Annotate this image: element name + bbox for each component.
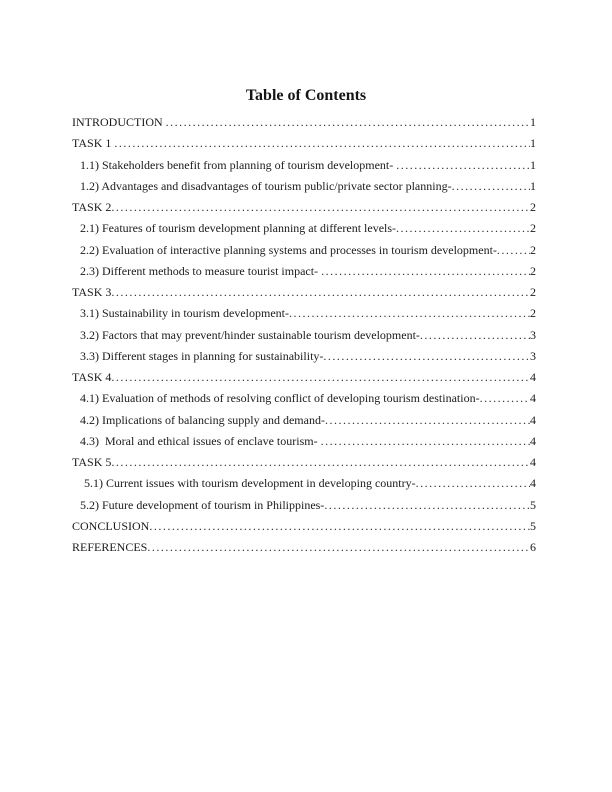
toc-entry-label: INTRODUCTION — [72, 115, 166, 129]
dot-leader — [497, 240, 530, 261]
toc-entry — [72, 346, 536, 367]
toc-entry-label: 3.3) Different stages in planning for sustainability- — [80, 348, 324, 363]
toc-entry — [72, 303, 536, 324]
dot-leader — [289, 303, 530, 324]
toc-entry — [72, 388, 536, 409]
toc-entry — [72, 431, 536, 452]
toc-entry-label: 1.1) Stakeholders benefit from planning of tourism development- — [80, 157, 397, 172]
toc-entry — [72, 516, 536, 537]
toc-entry — [72, 112, 536, 133]
toc-entry-page: 1 — [530, 157, 536, 172]
dot-leader — [325, 410, 530, 431]
toc-entry-page: 2 — [530, 242, 536, 257]
toc-entry — [72, 218, 536, 239]
dot-leader — [480, 388, 530, 409]
toc-entry — [72, 473, 536, 494]
dot-leader — [147, 537, 530, 558]
toc-entry — [72, 282, 536, 303]
dot-leader — [420, 325, 530, 346]
toc-entry-page: 4 — [530, 412, 536, 427]
toc-entry-page: 2 — [530, 200, 536, 214]
toc-entry-label: CONCLUSION — [72, 518, 150, 533]
dot-leader — [111, 197, 530, 218]
toc-entry-page: 4 — [530, 370, 536, 384]
dot-leader — [396, 218, 530, 239]
toc-entry-label: 4.3) Moral and ethical issues of enclave tourism- — [80, 433, 321, 448]
dot-leader — [149, 516, 530, 537]
toc-entry-page: 4 — [530, 433, 536, 448]
toc-entry-label: TASK 1 — [72, 136, 115, 151]
page-title: Table of Contents — [245, 87, 367, 104]
toc-entry — [72, 410, 536, 431]
toc-entry-label: TASK 5 — [72, 455, 112, 469]
toc-entry — [72, 325, 536, 346]
toc-entry-page: 5 — [530, 497, 536, 512]
toc-entry-label: 1.2) Advantages and disadvantages of tourism public/private sector planning- — [80, 178, 452, 193]
dot-leader — [396, 155, 530, 176]
toc-entry — [72, 155, 536, 176]
toc-entry — [72, 197, 536, 218]
dot-leader — [166, 112, 530, 133]
dot-leader — [111, 452, 530, 473]
toc-entry-label: TASK 2 — [72, 200, 112, 214]
toc-entry-label: 2.2) Evaluation of interactive planning systems and processes in tourism development- — [80, 242, 497, 257]
toc-entry-label: TASK 3 — [72, 285, 112, 299]
dot-leader — [452, 176, 530, 197]
dot-leader — [111, 367, 530, 388]
dot-leader — [324, 495, 530, 516]
toc-entry-page: 1 — [530, 115, 536, 129]
toc-entry-page: 6 — [530, 540, 536, 554]
dot-leader — [321, 261, 530, 282]
toc-entry — [72, 537, 536, 558]
toc-entry-page: 2 — [530, 306, 536, 321]
toc-entry-page: 4 — [530, 391, 536, 406]
dot-leader — [323, 346, 530, 367]
toc-entry — [72, 133, 536, 154]
toc-entry-label: 4.2) Implications of balancing supply and demand- — [80, 412, 325, 427]
dot-leader — [114, 133, 530, 154]
toc-entry-label: 4.1) Evaluation of methods of resolving conflict of developing tourism destination- — [80, 391, 480, 406]
toc-entry-label: 5.1) Current issues with tourism development in developing country- — [84, 476, 416, 491]
toc-entry-page: 4 — [530, 455, 536, 469]
toc-entry — [72, 176, 536, 197]
toc-entry-page: 1 — [530, 136, 536, 151]
toc-entry-label: 2.1) Features of tourism development planning at different levels- — [80, 221, 397, 236]
toc-entry-page: 4 — [530, 476, 536, 491]
toc-entry-label: 2.3) Different methods to measure tourist impact- — [80, 263, 322, 278]
toc-entry-page: 2 — [530, 221, 536, 236]
dot-leader — [111, 282, 530, 303]
table-of-contents — [72, 112, 536, 558]
dot-leader — [416, 473, 530, 494]
toc-entry-label: REFERENCES — [72, 540, 148, 554]
toc-entry-page: 1 — [530, 178, 536, 193]
toc-entry-page: 2 — [530, 285, 536, 299]
toc-entry-label: 3.2) Factors that may prevent/hinder sustainable tourism development- — [80, 327, 420, 342]
toc-entry-page: 3 — [530, 327, 536, 342]
toc-entry — [72, 367, 536, 388]
toc-entry-page: 2 — [530, 263, 536, 278]
toc-entry-label: 3.1) Sustainability in tourism development- — [80, 306, 289, 321]
toc-entry-label: TASK 4 — [72, 370, 112, 384]
toc-entry — [72, 452, 536, 473]
toc-entry-label: 5.2) Future development of tourism in Philippines- — [80, 497, 325, 512]
toc-entry — [72, 495, 536, 516]
toc-entry — [72, 240, 536, 261]
toc-entry — [72, 261, 536, 282]
dot-leader — [321, 431, 530, 452]
toc-entry-page: 3 — [530, 348, 536, 363]
toc-entry-page: 5 — [530, 518, 536, 533]
